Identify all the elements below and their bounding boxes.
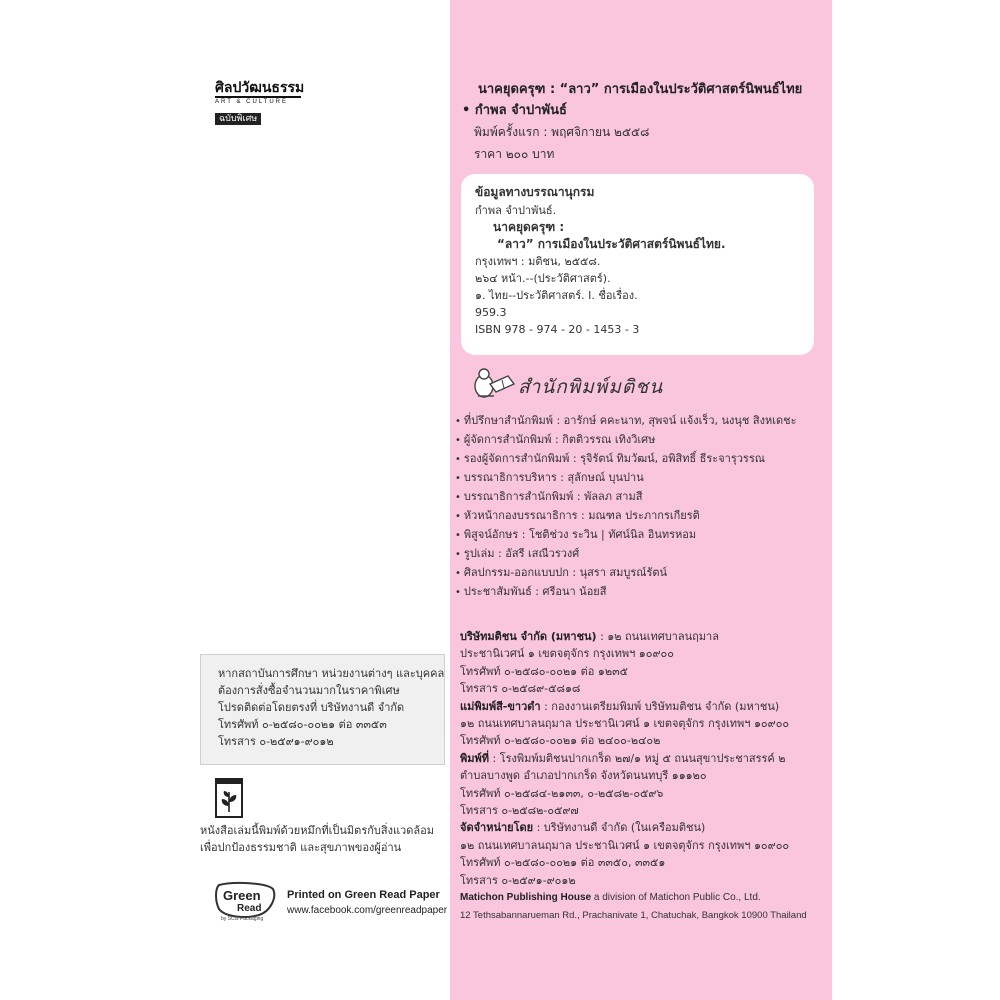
printer-line: พิมพ์ที่ : โรงพิมพ์มติชนปากเกร็ด ๒๗/๑ หมู่ ๕ ถนนสุขาประชาสรรค์ ๒: [460, 751, 786, 765]
catalog-isbn: ISBN 978 - 974 - 20 - 1453 - 3: [475, 323, 640, 336]
logo-edition: ฉบับพิเศษ: [215, 113, 261, 125]
logo-subtitle: ART & CULTURE: [215, 99, 289, 105]
green-read-line2: www.facebook.com/greenreadpaper: [287, 905, 448, 916]
staff-list: [455, 412, 796, 602]
green-read-logo: [215, 881, 279, 921]
distributor-line2: ๑๒ ถนนเทศบาลนฤมาล ประชานิเวศน์ ๑ เขตจตุจักร กรุงเทพฯ ๑๐๙๐๐: [460, 838, 790, 852]
book-price: ราคา ๒๐๐ บาท: [474, 147, 555, 161]
order-line: โทรศัพท์ ๐-๒๕๘๐-๐๐๒๑ ต่อ ๓๓๕๓: [218, 718, 387, 731]
list-item: • หัวหน้ากองบรรณาธิการ : มณฑล ประภากรเกียรติ: [455, 509, 700, 522]
list-item: • รูปเล่ม : อัสรี เสณีวรวงศ์: [455, 547, 580, 560]
list-item: • ที่ปรึกษาสำนักพิมพ์ : อารักษ์ คคะนาท, สุพจน์ แจ้งเร็ว, นงนุช สิงหเดชะ: [455, 414, 797, 427]
green-logo-top: Green: [223, 888, 261, 903]
eco-note: [200, 822, 450, 856]
printer-phone: โทรศัพท์ ๐-๒๕๘๔-๒๑๓๓, ๐-๒๕๘๒-๐๕๙๖: [460, 786, 664, 800]
order-line: โปรดติดต่อโดยตรงที่ บริษัทงานดี จำกัด: [218, 701, 405, 714]
catalog-pages: ๒๖๔ หน้า.--(ประวัติศาสตร์).: [475, 272, 611, 285]
bulk-order-box: [200, 654, 445, 765]
order-line: โทรสาร ๐-๒๕๙๑-๙๐๑๒: [218, 735, 334, 748]
eco-line: หนังสือเล่มนี้พิมพ์ด้วยหมึกที่เป็นมิตรกับสิ่งแวดล้อม: [200, 824, 434, 837]
eco-line: เพื่อปกป้องธรรมชาติ และสุขภาพของผู้อ่าน: [200, 841, 402, 854]
cataloging-card: [461, 174, 814, 355]
book-author: • กำพล จำปาพันธ์: [462, 103, 567, 118]
list-item: • บรรณาธิการบริหาร : สุลักษณ์ บุนปาน: [455, 471, 644, 484]
prepress-line: แม่พิมพ์สี-ขาวดำ : กองงานเตรียมพิมพ์ บริษัทมติชน จำกัด (มหาชน): [460, 699, 780, 713]
green-logo-bottom: Read: [237, 903, 262, 914]
silpawattanatham-logo: [215, 80, 305, 124]
first-print-date: พิมพ์ครั้งแรก : พฤศจิกายน ๒๕๕๘: [474, 125, 650, 139]
address-block: [460, 628, 807, 924]
list-item: • บรรณาธิการสำนักพิมพ์ : พัลลภ สามสี: [455, 490, 643, 503]
list-item: • พิสูจน์อักษร : โชติช่วง ระวิน | ทัศน์นิล อินทรหอม: [455, 528, 697, 541]
list-item: • รองผู้จัดการสำนักพิมพ์ : รุจิรัตน์ ทิมวัฒน์, อพิสิทธิ์ ธีระจารุวรรณ: [455, 452, 765, 465]
printer-fax: โทรสาร ๐-๒๕๘๒-๐๕๙๗: [460, 804, 579, 818]
leaf-book-icon: [215, 778, 243, 818]
catalog-subjects: ๑. ไทย--ประวัติศาสตร์. I. ชื่อเรื่อง.: [475, 289, 638, 302]
order-line: หากสถาบันการศึกษา หน่วยงานต่างๆ และบุคคล: [218, 667, 445, 680]
distributor-fax: โทรสาร ๐-๒๕๙๑-๙๐๑๒: [460, 873, 576, 887]
english-address: 12 Tethsabannarueman Rd., Prachanivate 1, Chatuchak, Bangkok 10900 Thailand: [460, 909, 807, 921]
company-line2: ประชานิเวศน์ ๑ เขตจตุจักร กรุงเทพฯ ๑๐๙๐๐: [460, 647, 674, 661]
list-item: • ประชาสัมพันธ์ : ศรีอนา น้อยสี: [455, 585, 607, 598]
company-phone: โทรศัพท์ ๐-๒๕๘๐-๐๐๒๑ ต่อ ๑๒๓๕: [460, 664, 628, 678]
catalog-heading: ข้อมูลทางบรรณานุกรม: [475, 185, 595, 199]
catalog-classification: 959.3: [475, 306, 507, 319]
book-title: นาคยุดครุฑ : “ลาว” การเมืองในประวัติศาสตร์นิพนธ์ไทย: [478, 82, 803, 97]
company-line: บริษัทมติชน จำกัด (มหาชน) : ๑๒ ถนนเทศบาลนฤมาล: [460, 630, 719, 643]
distributor-line: จัดจำหน่ายโดย : บริษัทงานดี จำกัด (ในเครือมติชน): [460, 821, 706, 835]
list-item: • ศิลปกรรม-ออกแบบปก : นุสรา สมบูรณ์รัตน์: [455, 566, 668, 579]
catalog-author: กำพล จำปาพันธ์.: [475, 204, 557, 217]
publisher-script-name: สำนักพิมพ์มติชน: [518, 376, 664, 398]
printer-line2: ตำบลบางพูด อำเภอปากเกร็ด จังหวัดนนทบุรี ๑๑๑๒๐: [460, 769, 707, 783]
green-read-line1: Printed on Green Read Paper: [287, 889, 440, 901]
company-fax: โทรสาร ๐-๒๕๘๙-๕๘๑๘: [460, 682, 581, 696]
english-publisher-line: Matichon Publishing House a division of Matichon Public Co., Ltd.: [460, 892, 761, 904]
green-logo-by: by SCG Packaging: [221, 916, 264, 921]
catalog-title-line2: “ลาว” การเมืองในประวัติศาสตร์นิพนธ์ไทย.: [497, 237, 726, 251]
list-item: • ผู้จัดการสำนักพิมพ์ : กิตติวรรณ เทิงวิเศษ: [455, 433, 656, 446]
logo-name: ศิลปวัฒนธรรม: [215, 80, 305, 96]
order-line: ต้องการสั่งซื้อจำนวนมากในราคาพิเศษ: [218, 684, 400, 697]
green-read-text: [287, 888, 447, 918]
distributor-phone: โทรศัพท์ ๐-๒๕๘๐-๐๐๒๑ ต่อ ๓๓๕๐, ๓๓๕๑: [460, 856, 666, 870]
catalog-title-line1: นาคยุดครุฑ :: [493, 220, 565, 234]
catalog-imprint: กรุงเทพฯ : มติชน, ๒๕๕๘.: [475, 255, 601, 268]
prepress-phone: โทรศัพท์ ๐-๒๕๘๐-๐๐๒๑ ต่อ ๒๔๐๐-๒๔๐๒: [460, 734, 661, 748]
prepress-line2: ๑๒ ถนนเทศบาลนฤมาล ประชานิเวศน์ ๑ เขตจตุจักร กรุงเทพฯ ๑๐๙๐๐: [460, 717, 790, 731]
